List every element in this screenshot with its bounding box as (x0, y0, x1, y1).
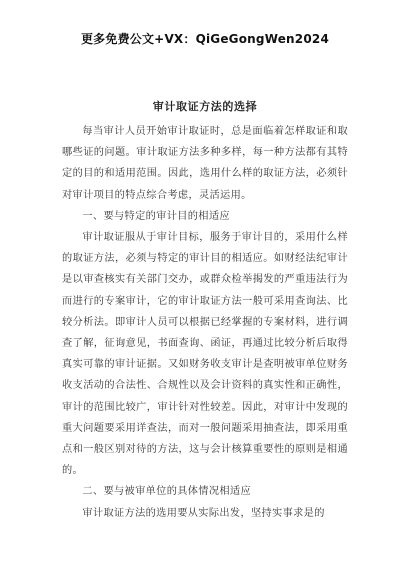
section-heading-2: 二、要与被审单位的具体情况相适应 (82, 486, 251, 498)
section-heading-1: 一、要与特定的审计目的相适应 (82, 210, 230, 222)
document-title: 审计取证方法的选择 (152, 100, 258, 113)
document-body (62, 121, 348, 524)
paragraph-section-1: 审计取证服从于审计目标，服务于审计目的，采用什么样的取证方法，必须与特定的审计目的相适应。如财经法纪审计是以审查核实有关部门交办，或群众检举揭发的严重违法行为而进行的专案审计，它的审计取证方法一般可采用查询法、比较分析法。即审计人员可以根据已经掌握的专案材料，进行调查了解，征询意见，书面查询、函证，再通过比较分析后取得真实可靠的审计证据。又如财务收支审计是查明被审单位财务收支活动的合法性、合规性以及会计资料的真实性和正确性，审计的范围比较广，审计针对性较差。因此，对审计中发现的重大问题要采用详查法，而对一般问题采用抽查法，即采用重点和一般区别对待的方法，这与会计核算重要性的原则是相通的。 (62, 232, 348, 477)
paragraph-intro: 每当审计人员开始审计取证时，总是面临着怎样取证和取哪些证的问题。审计取证方法多种多样，每一种方法都有其特定的目的和适用范围。因此，选用什么样的取证方法，必须针对审计项目的特点综合考虑，灵活运用。 (62, 126, 348, 201)
watermark-text: 更多免费公文+VX：QiGeGongWen2024 (80, 32, 329, 46)
paragraph-section-2: 审计取证方法的选用要从实际出发，坚持实事求是的 (82, 507, 325, 519)
